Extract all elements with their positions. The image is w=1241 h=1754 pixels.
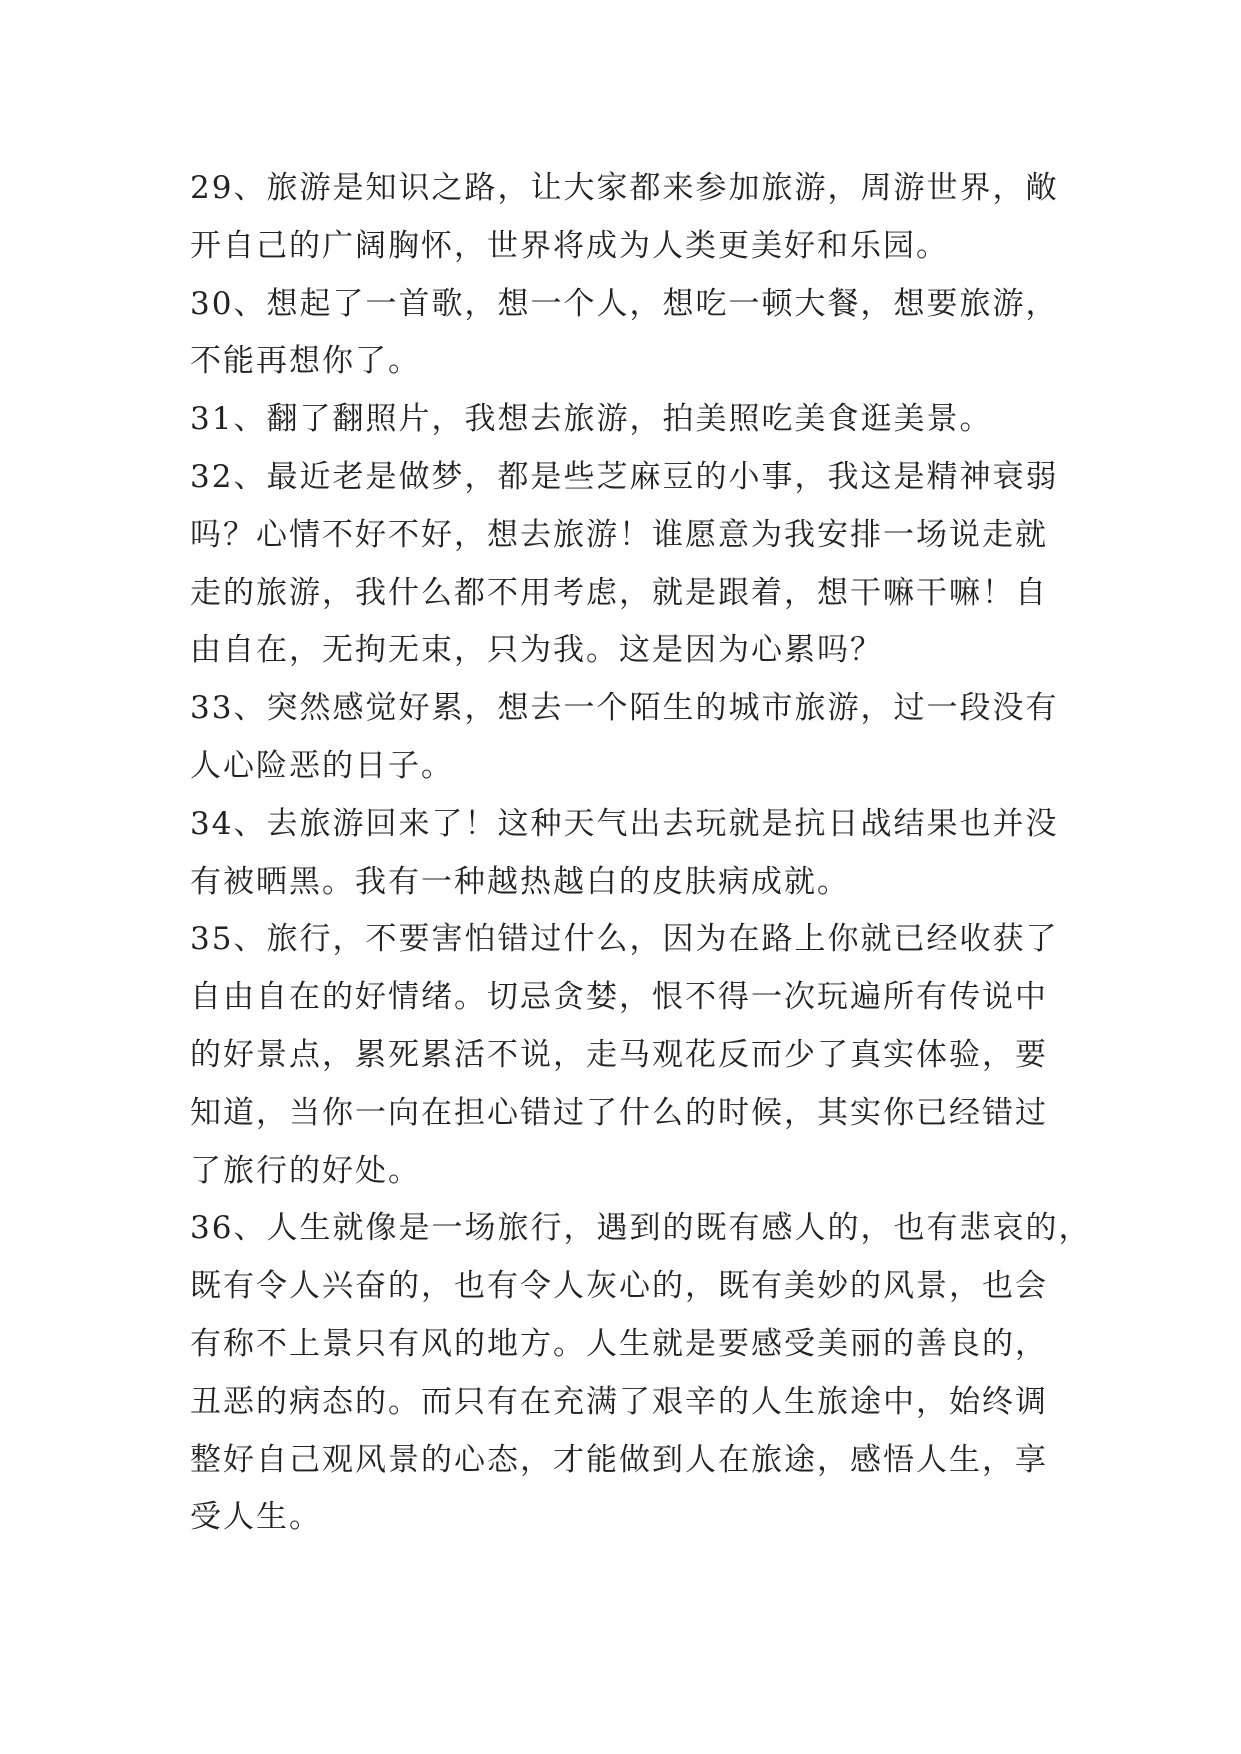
text-line-1: 29、旅游是知识之路，让大家都来参加旅游，周游世界，敞 <box>190 170 1059 206</box>
text-line-22: 丑恶的病态的。而只有在充满了艰辛的人生旅途中，始终调 <box>190 1383 1048 1420</box>
text-line-23: 整好自己观风景的心态，才能做到人在旅途，感悟人生，享 <box>190 1441 1048 1478</box>
text-line-9: 由自在，无拘无束，只为我。这是因为心累吗？ <box>190 632 883 669</box>
text-line-14: 35、旅行，不要害怕错过什么，因为在路上你就已经收获了 <box>190 921 1059 958</box>
text-line-20: 既有令人兴奋的，也有令人灰心的，既有美妙的风景，也会 <box>190 1268 1048 1305</box>
text-line-4: 不能再想你了。 <box>190 343 421 380</box>
text-line-19: 36、人生就像是一场旅行，遇到的既有感人的，也有悲哀的， <box>190 1210 1092 1247</box>
text-line-21: 有称不上景只有风的地方。人生就是要感受美丽的善良的， <box>190 1325 1048 1362</box>
text-line-6: 32、最近老是做梦，都是些芝麻豆的小事，我这是精神衰弱 <box>190 458 1059 495</box>
text-line-11: 人心险恶的日子。 <box>190 747 454 784</box>
text-line-5: 31、翻了翻照片，我想去旅游，拍美照吃美食逛美景。 <box>190 401 993 438</box>
text-line-8: 走的旅游，我什么都不用考虑，就是跟着，想干嘛干嘛！自 <box>190 574 1048 611</box>
text-line-2: 开自己的广阔胸怀，世界将成为人类更美好和乐园。 <box>190 227 949 264</box>
text-line-24: 受人生。 <box>190 1499 322 1536</box>
document-body <box>190 160 1092 1547</box>
text-line-3: 30、想起了一首歌，想一个人，想吃一顿大餐，想要旅游， <box>190 285 1059 322</box>
text-line-12: 34、去旅游回来了！这种天气出去玩就是抗日战结果也并没 <box>190 805 1059 842</box>
text-line-13: 有被晒黑。我有一种越热越白的皮肤病成就。 <box>190 863 850 900</box>
text-line-15: 自由自在的好情绪。切忌贪婪，恨不得一次玩遍所有传说中 <box>190 979 1048 1016</box>
text-line-7: 吗？心情不好不好，想去旅游！谁愿意为我安排一场说走就 <box>190 516 1048 553</box>
text-line-10: 33、突然感觉好累，想去一个陌生的城市旅游，过一段没有 <box>190 690 1059 727</box>
text-line-18: 了旅行的好处。 <box>190 1152 421 1189</box>
text-line-16: 的好景点，累死累活不说，走马观花反而少了真实体验，要 <box>190 1036 1048 1073</box>
text-line-17: 知道，当你一向在担心错过了什么的时候，其实你已经错过 <box>190 1094 1048 1131</box>
